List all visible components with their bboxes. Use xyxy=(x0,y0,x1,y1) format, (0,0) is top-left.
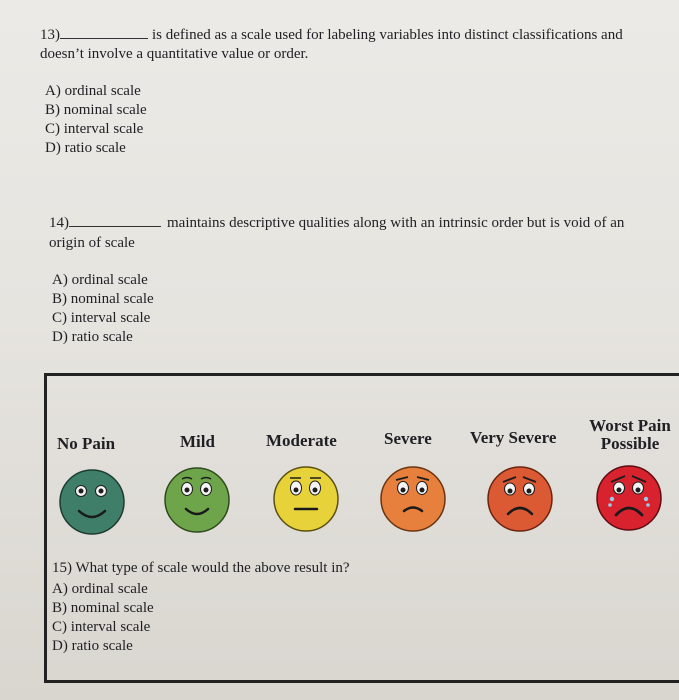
worst-pain-face-icon xyxy=(594,463,664,533)
q15-options xyxy=(52,580,154,656)
q15-question: 15) What type of scale would the above result in? xyxy=(52,560,350,576)
label-severe: Severe xyxy=(384,429,432,448)
q15-option-c[interactable]: C) interval scale xyxy=(52,619,151,635)
q13-line1 xyxy=(40,24,623,45)
label-worst-pain xyxy=(582,417,678,453)
q14-option-c[interactable]: C) interval scale xyxy=(52,310,151,326)
q13-text-line1: is defined as a scale used for labeling variables into distinct classifications and xyxy=(152,27,623,43)
no-pain-face-icon xyxy=(57,467,127,537)
severe-pain-face-icon xyxy=(378,464,448,534)
q14-option-d[interactable]: D) ratio scale xyxy=(52,329,133,345)
moderate-pain-face-fill xyxy=(274,467,338,531)
q14-number: 14) xyxy=(49,215,69,231)
severe-pain-face-fill xyxy=(381,467,445,531)
q14-line2: origin of scale xyxy=(49,235,135,251)
q13-line2: doesn’t involve a quantitative value or order. xyxy=(40,46,309,62)
very-severe-pain-face-icon xyxy=(485,464,555,534)
q13-number: 13) xyxy=(40,27,60,43)
mild-pain-face-fill xyxy=(165,468,229,532)
q14-line1 xyxy=(49,212,624,233)
label-no-pain: No Pain xyxy=(57,434,116,453)
q13-options xyxy=(45,82,147,158)
q14-options xyxy=(52,271,154,347)
q15-option-d[interactable]: D) ratio scale xyxy=(52,638,133,654)
worst-pain-face-fill xyxy=(597,466,661,530)
mild-pain-face-icon xyxy=(162,465,232,535)
q14-text-line1: maintains descriptive qualities along with an intrinsic order but is void of an xyxy=(167,215,625,231)
q13-answer-blank[interactable] xyxy=(60,24,148,39)
q13-option-d[interactable]: D) ratio scale xyxy=(45,140,126,156)
label-worst-pain-line1: Worst Pain xyxy=(589,416,671,435)
very-severe-pain-face-fill xyxy=(488,467,552,531)
q14-answer-blank[interactable] xyxy=(69,212,161,227)
no-pain-face-fill xyxy=(60,470,124,534)
label-moderate: Moderate xyxy=(266,431,337,450)
label-very-severe: Very Severe xyxy=(470,428,557,447)
q13-option-b[interactable]: B) nominal scale xyxy=(45,102,147,118)
q14-option-b[interactable]: B) nominal scale xyxy=(52,291,154,307)
q15-option-a[interactable]: A) ordinal scale xyxy=(52,581,148,597)
q15-option-b[interactable]: B) nominal scale xyxy=(52,600,154,616)
q13-option-a[interactable]: A) ordinal scale xyxy=(45,83,141,99)
label-worst-pain-line2: Possible xyxy=(600,434,660,453)
q14-option-a[interactable]: A) ordinal scale xyxy=(52,272,148,288)
q13-option-c[interactable]: C) interval scale xyxy=(45,121,144,137)
moderate-pain-face-icon xyxy=(271,464,341,534)
label-mild: Mild xyxy=(180,432,215,451)
